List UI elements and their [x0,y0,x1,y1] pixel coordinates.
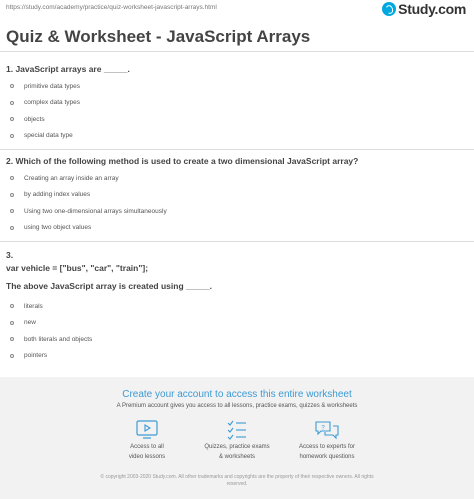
svg-text:?: ? [321,425,325,432]
question-divider [0,149,474,150]
radio-button-icon[interactable] [10,176,14,180]
radio-button-icon[interactable] [10,337,14,341]
quiz-checklist-icon [225,419,249,441]
answer-option[interactable] [6,220,468,237]
study-logo[interactable] [382,1,466,17]
radio-button-icon[interactable] [10,84,14,88]
radio-button-icon[interactable] [10,304,14,308]
radio-button-icon[interactable] [10,193,14,197]
option-label: using two object values [24,224,92,232]
radio-button-icon[interactable] [10,117,14,121]
title-divider [0,51,474,52]
promo-title[interactable]: Create your account to access this entire worksheet [122,389,352,400]
answer-option[interactable] [6,298,468,315]
video-lessons-icon [135,419,159,441]
question-3 [6,249,468,364]
radio-button-icon[interactable] [10,101,14,105]
answer-option[interactable] [6,187,468,204]
option-label: pointers [24,352,48,360]
question-2-text: 2. Which of the following method is used to create a two dimensional JavaScript array? [6,156,359,166]
feature-label: video lessons [128,454,166,460]
question-2 [6,155,468,236]
answer-option[interactable] [6,170,468,187]
feature-quizzes [192,419,282,461]
answer-option[interactable] [6,128,468,145]
question-3-code: var vehicle = ["bus", "car", "train"]; [6,263,149,273]
question-1-text: 1. JavaScript arrays are _____. [6,64,130,74]
radio-button-icon[interactable] [10,134,14,138]
answer-option[interactable] [6,315,468,332]
option-label: objects [24,115,45,123]
feature-label: Quizzes, practice exams [204,444,270,450]
premium-promo [0,377,474,499]
feature-label: homework questions [299,454,355,460]
question-divider [0,241,474,242]
feature-label: Access to experts for [298,444,356,450]
feature-label: Access to all [130,444,164,450]
feature-video-lessons [102,419,192,461]
promo-subtitle: A Premium account gives you access to all lessons, practice exams, quizzes & worksheets [116,403,358,409]
radio-button-icon[interactable] [10,321,14,325]
option-label: Using two one-dimensional arrays simultaneously [24,207,167,215]
question-1 [6,63,468,144]
option-label: by adding index values [24,191,91,199]
question-3-text: The above JavaScript array is created using _____. [6,281,212,291]
answer-option[interactable] [6,348,468,365]
page-url: https://study.com/academy/practice/quiz-worksheet-javascript-arrays.html [6,4,217,11]
expert-chat-icon [314,419,340,441]
radio-button-icon[interactable] [10,226,14,230]
answer-option[interactable] [6,203,468,220]
option-label: special data type [24,132,73,140]
feature-experts [282,419,372,461]
option-label: complex data types [24,99,81,107]
copyright-notice [60,474,414,488]
top-bar [0,0,474,18]
radio-button-icon[interactable] [10,209,14,213]
feature-label: & worksheets [218,454,255,460]
answer-option[interactable] [6,111,468,128]
copyright-line: reserved. [226,481,248,487]
option-label: both literals and objects [24,335,93,343]
option-label: Creating an array inside an array [24,174,119,182]
radio-button-icon[interactable] [10,354,14,358]
logo-text: Study.com [398,1,466,17]
answer-option[interactable] [6,331,468,348]
study-logo-icon [382,2,396,16]
option-label: new [24,319,36,327]
question-3-number: 3. [6,250,14,260]
answer-option[interactable] [6,95,468,112]
option-label: literals [24,302,43,310]
option-label: primitive data types [24,82,80,90]
page-title: Quiz & Worksheet - JavaScript Arrays [6,27,311,46]
copyright-line: © copyright 2003-2020 Study.com. All other trademarks and copyrights are the property of their respective owners. All rights [100,474,374,480]
answer-option[interactable] [6,78,468,95]
